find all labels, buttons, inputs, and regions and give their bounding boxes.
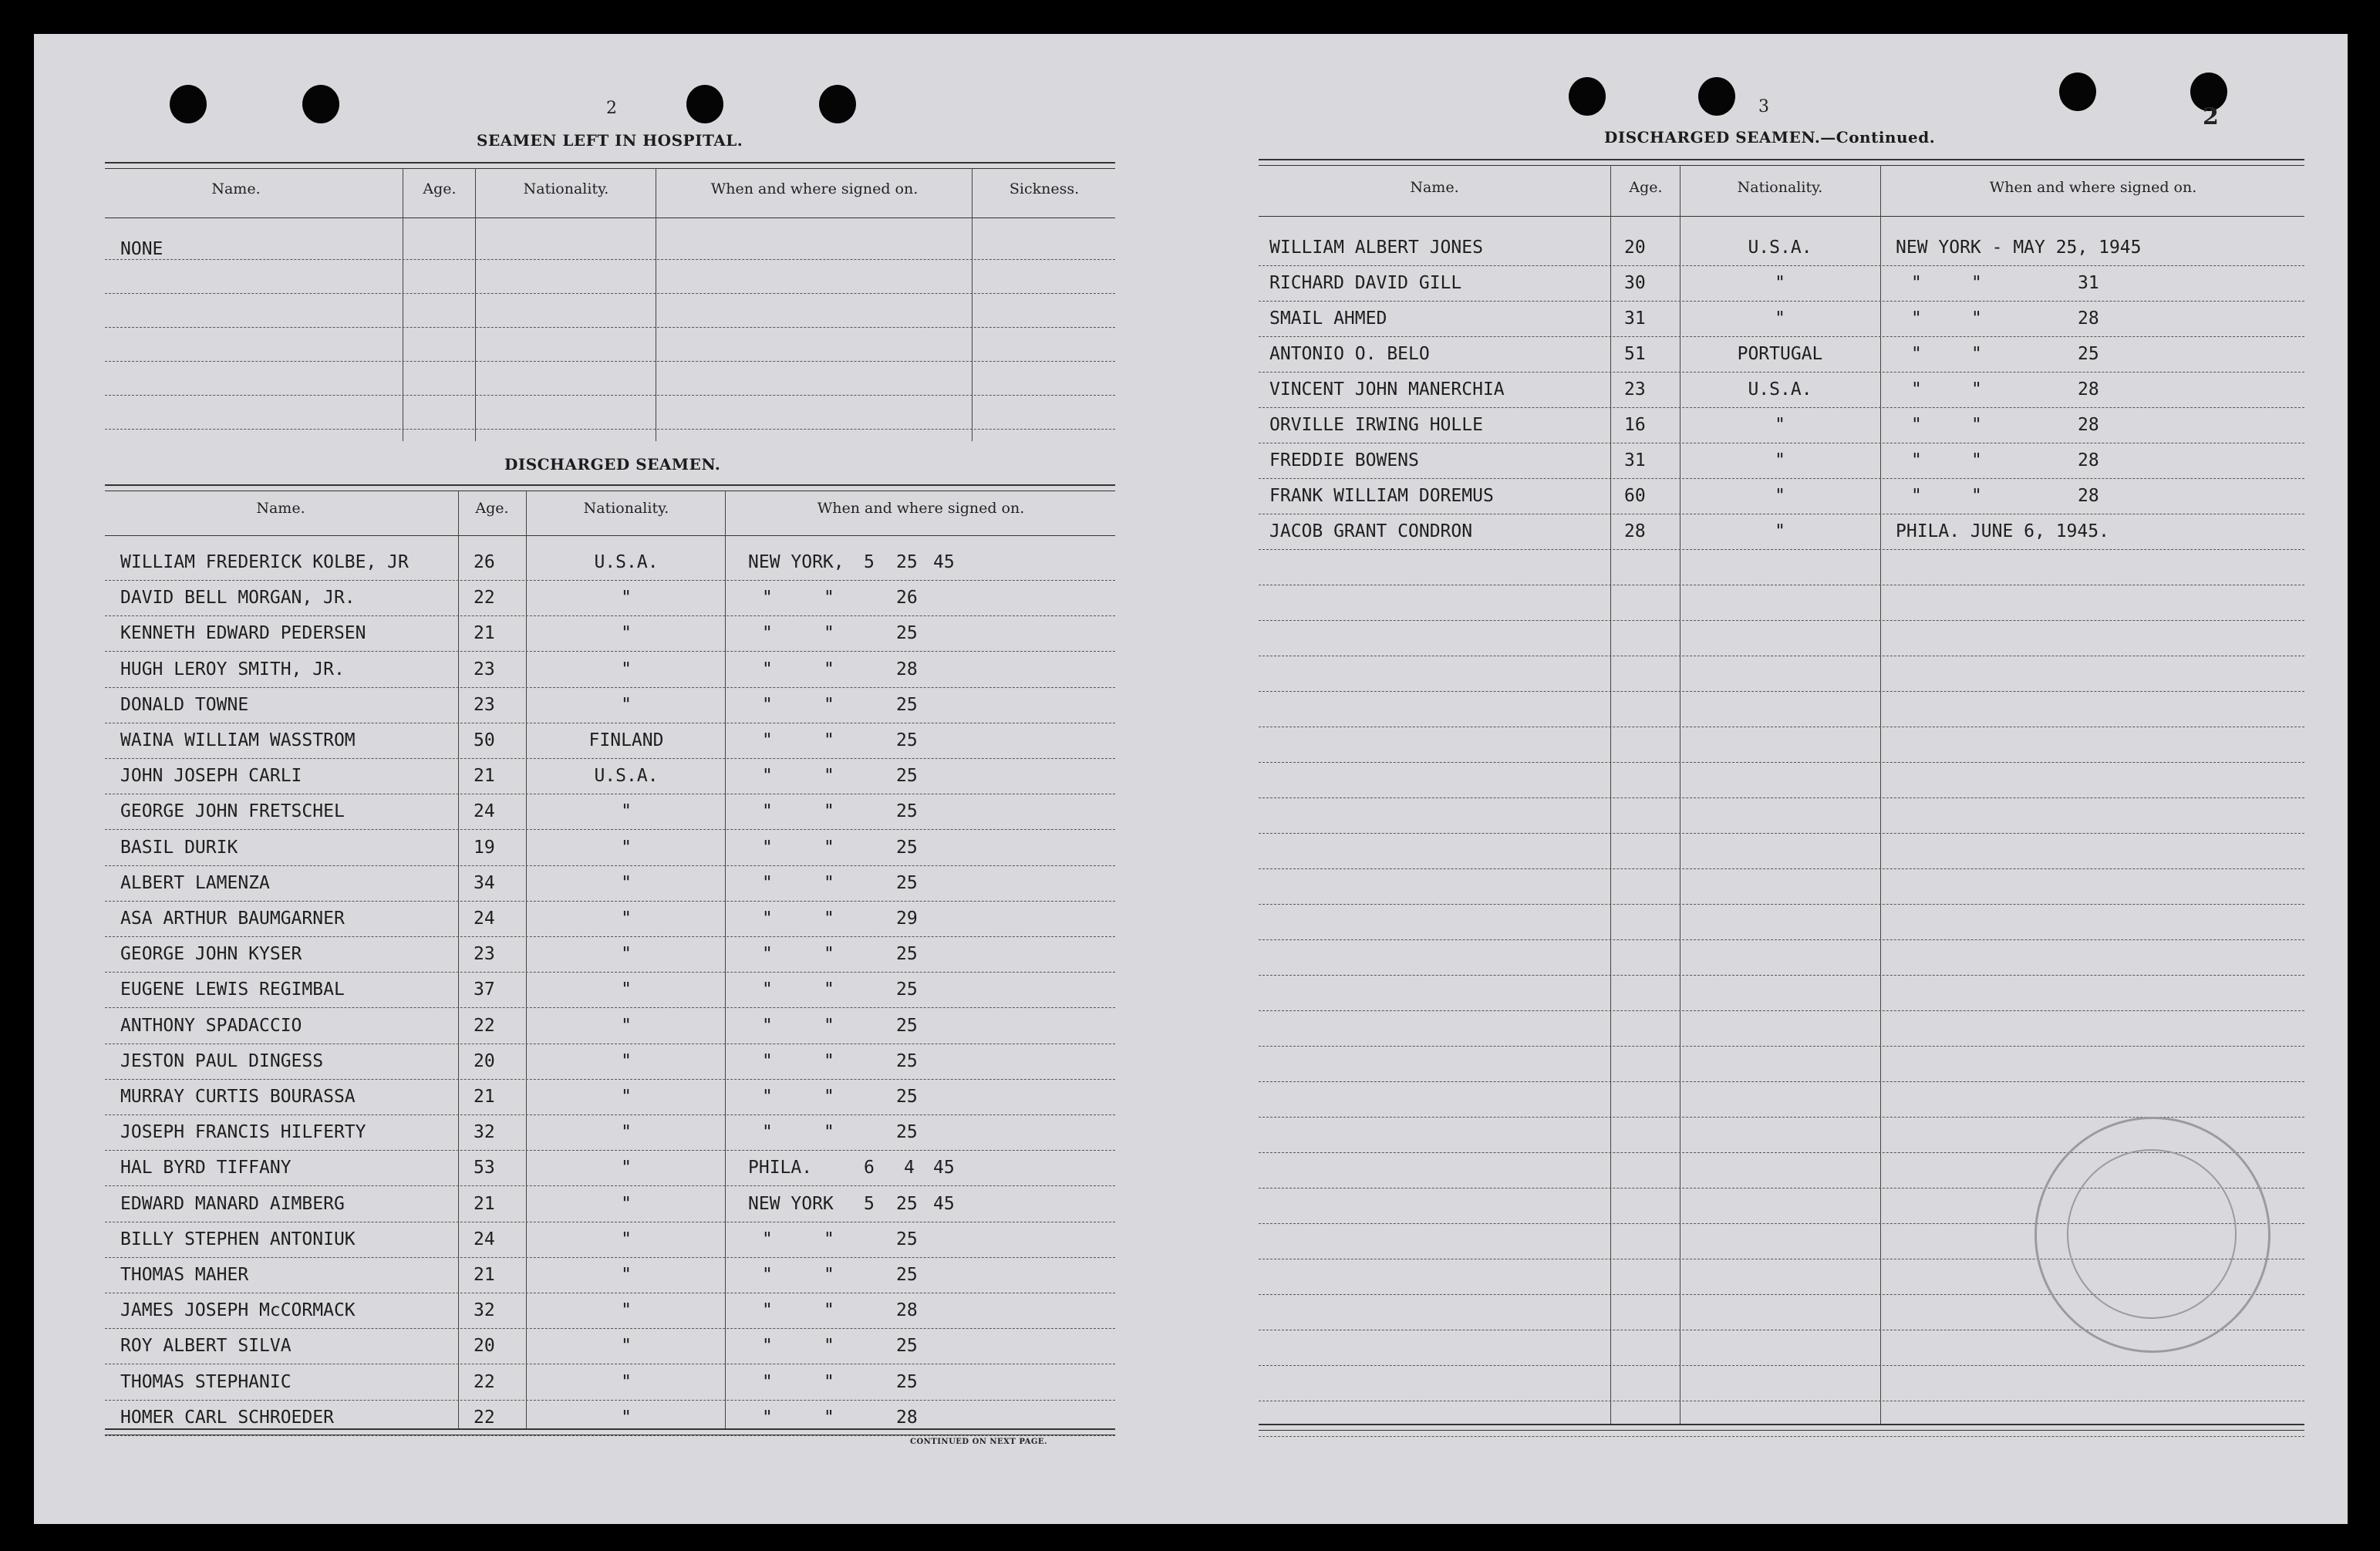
signed-year: 45 [933,1158,955,1178]
seaman-name: HUGH LEROY SMITH, JR. [120,659,345,679]
signed-place: " [762,1229,773,1249]
signed-day: 28 [896,1300,918,1321]
row-line [105,615,1115,616]
seaman-nationality: " [1775,415,1785,435]
signed-day: 25 [896,872,918,893]
row-line [105,1328,1115,1329]
seaman-age: 20 [474,1050,495,1071]
signed-day: 25 [896,766,918,787]
row-line [1259,301,2304,302]
signed-day: 25 [896,730,918,750]
seaman-name: VINCENT JOHN MANERCHIA [1269,379,1505,400]
header-rule [1259,216,2304,217]
seaman-age: 32 [474,1300,495,1321]
column-header-nationality: Nationality. [583,500,669,517]
signed-place: " [762,1407,773,1428]
seaman-age: 30 [1624,273,1646,293]
seaman-age: 53 [474,1158,495,1178]
row-line [105,865,1115,866]
row-line [105,1150,1115,1151]
seaman-age: 31 [1624,309,1646,329]
row-line [105,1079,1115,1080]
seaman-age: 24 [474,1229,495,1249]
row-line [105,901,1115,902]
signed-day: 28 [2078,379,2099,400]
row-line [105,293,1115,294]
row-line [1259,833,2304,834]
rule [105,484,1115,486]
seaman-age: 26 [474,552,495,572]
document-sheet [34,34,2348,1524]
seaman-nationality: " [621,1371,632,1392]
signed-day: 25 [2078,344,2099,364]
signed-place: " [762,1015,773,1036]
seaman-name: JOSEPH FRANCIS HILFERTY [120,1122,366,1143]
header-rule [105,217,1115,218]
seaman-name: GEORGE JOHN FRETSCHEL [120,801,345,822]
right-section-title: DISCHARGED SEAMEN.—Continued. [1604,128,1936,147]
seaman-age: 32 [474,1122,495,1143]
seaman-age: 28 [1624,521,1646,541]
signed-day: 25 [896,623,918,644]
seaman-nationality: " [621,1158,632,1178]
signed-month: " [824,979,834,1000]
row-line [105,936,1115,937]
column-divider [972,168,973,441]
signed-day: 25 [896,944,918,965]
left-page-number: 2 [606,99,617,118]
seaman-age: 22 [474,1407,495,1428]
hospital-row-name: NONE [120,239,163,259]
signed-month: 6 [864,1158,875,1178]
row-line [1259,1436,2304,1437]
signed-place: " [762,694,773,715]
seaman-name: ALBERT LAMENZA [120,872,270,893]
column-header-nationality: Nationality. [1737,179,1823,196]
signed-day: 25 [896,801,918,822]
signed-month: 5 [864,1193,875,1214]
seaman-age: 21 [474,1193,495,1214]
seaman-nationality: " [621,944,632,965]
punch-hole [170,85,207,123]
punch-hole [302,85,339,123]
seaman-nationality: " [621,837,632,858]
punch-hole [686,85,723,123]
signed-place: " [762,1122,773,1143]
column-divider [1880,165,1881,1424]
signed-day: 25 [896,1336,918,1357]
seaman-nationality: " [621,909,632,929]
column-divider [475,168,476,441]
signed-day: 25 [896,837,918,858]
seaman-nationality: " [1775,521,1785,541]
signed-month: " [824,1015,834,1036]
signed-place: NEW YORK, [748,552,844,572]
seaman-name: WILLIAM FREDERICK KOLBE, JR [120,552,409,572]
signed-place: " [1911,450,1922,470]
row-line [105,259,1115,260]
row-line [105,758,1115,759]
seaman-name: RICHARD DAVID GILL [1269,273,1462,293]
row-line [105,829,1115,830]
rule [1259,159,2304,160]
signed-place: " [762,1087,773,1107]
row-line [1259,372,2304,373]
seaman-name: GEORGE JOHN KYSER [120,944,302,965]
punch-hole [1698,77,1735,116]
signed-day: 25 [896,979,918,1000]
row-line [1259,797,2304,798]
bottom-rule [1259,1424,2304,1425]
signed-month: " [824,730,834,750]
signed-month: " [824,1265,834,1285]
seaman-nationality: FINLAND [588,730,664,750]
seaman-age: 23 [1624,379,1646,400]
seaman-nationality: " [621,1300,632,1321]
row-line [1259,1365,2304,1366]
row-line [105,687,1115,688]
seaman-name: ASA ARTHUR BAUMGARNER [120,909,345,929]
seaman-name: KENNETH EDWARD PEDERSEN [120,623,366,644]
signed-place: " [762,1371,773,1392]
bottom-rule [105,1428,1115,1430]
seaman-name: WAINA WILLIAM WASSTROM [120,730,356,750]
signed-month: " [824,694,834,715]
seaman-name: JESTON PAUL DINGESS [120,1050,324,1071]
signed-month: " [824,659,834,679]
seaman-name: THOMAS STEPHANIC [120,1371,292,1392]
signed-year: 45 [933,1193,955,1214]
seaman-nationality: PORTUGAL [1737,344,1823,364]
signed-place: " [1911,415,1922,435]
signed-month: " [824,909,834,929]
signed-day: 28 [896,1407,918,1428]
seaman-name: THOMAS MAHER [120,1265,249,1285]
row-line [105,327,1115,328]
row-line [105,1257,1115,1258]
seaman-name: ANTONIO O. BELO [1269,344,1430,364]
seaman-age: 23 [474,659,495,679]
row-line [1259,1010,2304,1011]
seaman-name: ANTHONY SPADACCIO [120,1015,302,1036]
signed-day: 29 [896,909,918,929]
signed-day: 25 [896,1087,918,1107]
row-line [105,395,1115,396]
seaman-nationality: " [621,979,632,1000]
seaman-nationality: " [1775,273,1785,293]
row-line [1259,407,2304,408]
signed-month: " [1971,379,1982,400]
seaman-nationality: " [621,694,632,715]
row-line [1259,620,2304,621]
rule [105,168,1115,169]
hospital-section-title: SEAMEN LEFT IN HOSPITAL. [477,131,743,150]
signed-month: " [824,1229,834,1249]
seaman-age: 20 [1624,238,1646,258]
signed-place: " [762,623,773,644]
signed-month: " [824,944,834,965]
signed-day: 26 [896,588,918,609]
seaman-age: 22 [474,1371,495,1392]
seaman-age: 21 [474,766,495,787]
seaman-nationality: " [621,1336,632,1357]
seaman-nationality: U.S.A. [594,552,659,572]
rule [1259,165,2304,166]
signed-day: 25 [896,1122,918,1143]
signed-place: " [762,1050,773,1071]
seaman-age: 19 [474,837,495,858]
signed-place: " [762,730,773,750]
signed-place: " [762,979,773,1000]
column-header-nationality: Nationality. [523,180,609,197]
signed-place: " [1911,486,1922,506]
seaman-age: 20 [474,1336,495,1357]
seaman-nationality: " [621,1407,632,1428]
signed-month: " [1971,450,1982,470]
signed-month: " [824,1336,834,1357]
seaman-age: 23 [474,944,495,965]
row-line [105,361,1115,362]
seaman-name: WILLIAM ALBERT JONES [1269,238,1483,258]
signed-day: 25 [896,1229,918,1249]
signed-place: " [1911,344,1922,364]
corner-mark: 2 [2203,103,2219,130]
column-header-name: Name. [1410,179,1459,196]
seaman-nationality: " [621,623,632,644]
signed-place: PHILA. [748,1158,813,1178]
seaman-nationality: " [621,1193,632,1214]
column-divider [725,491,726,1428]
signed-day: 25 [896,1265,918,1285]
column-divider [1610,165,1611,1424]
signed-day: 25 [896,1371,918,1392]
seaman-name: EUGENE LEWIS REGIMBAL [120,979,345,1000]
signed-place: " [762,944,773,965]
signed-place: " [762,1336,773,1357]
column-header-age: Age. [475,500,509,517]
signed-place: " [762,909,773,929]
signed-place: " [762,588,773,609]
seaman-nationality: U.S.A. [594,766,659,787]
signed-place: " [762,766,773,787]
discharged-section-title: DISCHARGED SEAMEN. [504,455,721,474]
signed-day: 28 [2078,486,2099,506]
signed-day: 28 [2078,415,2099,435]
seaman-nationality: " [621,801,632,822]
right-page-number: 3 [1758,97,1769,116]
row-line [1259,691,2304,692]
row-line [105,651,1115,652]
row-line [1259,265,2304,266]
seaman-age: 34 [474,872,495,893]
signed-month: " [824,872,834,893]
signed-day: 4 [904,1158,915,1178]
signed-place: PHILA. JUNE 6, 1945. [1896,521,2109,541]
row-line [1259,904,2304,905]
row-line [1259,762,2304,763]
seaman-nationality: " [621,872,632,893]
rule [105,162,1115,164]
signed-month: " [1971,415,1982,435]
signed-month: " [1971,344,1982,364]
signed-month: " [824,588,834,609]
signed-day: 25 [896,1193,918,1214]
seaman-nationality: " [621,1015,632,1036]
row-line [105,429,1115,430]
row-line [1259,939,2304,940]
seaman-name: DONALD TOWNE [120,694,249,715]
signed-day: 28 [2078,309,2099,329]
column-header-name: Name. [256,500,305,517]
punch-hole [2059,72,2096,111]
column-header-name: Name. [211,180,261,197]
column-header-whenandwheresignedon: When and where signed on. [1989,179,2197,196]
seaman-age: 21 [474,623,495,644]
signed-place: " [762,1265,773,1285]
seaman-name: JOHN JOSEPH CARLI [120,766,302,787]
signed-month: 5 [864,552,875,572]
row-line [1259,336,2304,337]
seaman-nationality: " [621,1265,632,1285]
signed-place: " [762,801,773,822]
signed-month: " [824,801,834,822]
signed-month: " [824,1371,834,1392]
signed-place: " [1911,273,1922,293]
seaman-name: JACOB GRANT CONDRON [1269,521,1473,541]
column-divider [458,491,459,1428]
row-line [105,1185,1115,1186]
signed-day: 25 [896,1015,918,1036]
seaman-age: 60 [1624,486,1646,506]
row-line [105,1400,1115,1401]
signed-place: " [1911,309,1922,329]
signed-month: " [824,623,834,644]
seaman-name: FRANK WILLIAM DOREMUS [1269,486,1494,506]
column-header-age: Age. [1629,179,1663,196]
header-rule [105,535,1115,536]
column-header-whenandwheresignedon: When and where signed on. [817,500,1025,517]
seaman-name: MURRAY CURTIS BOURASSA [120,1087,356,1107]
seaman-age: 51 [1624,344,1646,364]
seaman-nationality: " [621,1050,632,1071]
signed-month: " [824,766,834,787]
seaman-nationality: " [621,659,632,679]
seaman-name: DAVID BELL MORGAN, JR. [120,588,356,609]
signed-place: NEW YORK - MAY 25, 1945 [1896,238,2142,258]
seaman-age: 31 [1624,450,1646,470]
row-line [105,972,1115,973]
signed-place: " [762,1300,773,1321]
signed-month: " [824,1300,834,1321]
signed-month: " [1971,309,1982,329]
seaman-nationality: " [621,588,632,609]
continued-note: CONTINUED ON NEXT PAGE. [910,1438,1048,1446]
signed-month: " [1971,486,1982,506]
signed-month: " [824,1407,834,1428]
signed-month: " [824,1087,834,1107]
seaman-nationality: " [621,1122,632,1143]
seaman-age: 50 [474,730,495,750]
signed-month: " [824,837,834,858]
seaman-nationality: " [621,1229,632,1249]
signed-month: " [1971,273,1982,293]
signed-month: " [824,1050,834,1071]
row-line [105,580,1115,581]
signed-day: 28 [896,659,918,679]
seaman-age: 21 [474,1265,495,1285]
seaman-nationality: U.S.A. [1748,238,1812,258]
seaman-age: 37 [474,979,495,1000]
signed-place: " [762,659,773,679]
seaman-name: HAL BYRD TIFFANY [120,1158,292,1178]
seaman-age: 24 [474,801,495,822]
row-line [1259,975,2304,976]
row-line [1259,549,2304,550]
seaman-nationality: " [1775,450,1785,470]
signed-day: 25 [896,552,918,572]
bottom-rule [1259,1430,2304,1431]
column-header-age: Age. [423,180,457,197]
seaman-name: BASIL DURIK [120,837,238,858]
seaman-nationality: " [1775,309,1785,329]
seaman-nationality: U.S.A. [1748,379,1812,400]
signed-day: 28 [2078,450,2099,470]
signed-month: " [824,1122,834,1143]
seaman-nationality: " [621,1087,632,1107]
signed-day: 25 [896,1050,918,1071]
column-divider [526,491,527,1428]
row-line [1259,1081,2304,1082]
seaman-name: HOMER CARL SCHROEDER [120,1407,334,1428]
signed-year: 45 [933,552,955,572]
round-stamp-seal-inner [2067,1149,2237,1319]
signed-place: NEW YORK [748,1193,834,1214]
seaman-name: SMAIL AHMED [1269,309,1387,329]
row-line [105,1007,1115,1008]
signed-place: " [762,837,773,858]
seaman-name: ORVILLE IRWING HOLLE [1269,415,1483,435]
row-line [105,1114,1115,1115]
row-line [1259,478,2304,479]
seaman-name: JAMES JOSEPH McCORMACK [120,1300,356,1321]
seaman-name: ROY ALBERT SILVA [120,1336,292,1357]
row-line [1259,868,2304,869]
seaman-age: 23 [474,694,495,715]
signed-day: 31 [2078,273,2099,293]
seaman-age: 21 [474,1087,495,1107]
seaman-name: FREDDIE BOWENS [1269,450,1419,470]
signed-place: " [762,872,773,893]
signed-place: " [1911,379,1922,400]
column-header-whenandwheresignedon: When and where signed on. [710,180,919,197]
seaman-name: BILLY STEPHEN ANTONIUK [120,1229,356,1249]
column-header-sickness: Sickness. [1009,180,1080,197]
seaman-age: 16 [1624,415,1646,435]
seaman-age: 22 [474,588,495,609]
punch-hole [1569,77,1606,116]
seaman-age: 22 [474,1015,495,1036]
row-line [1259,1046,2304,1047]
seaman-age: 24 [474,909,495,929]
seaman-nationality: " [1775,486,1785,506]
seaman-name: EDWARD MANARD AIMBERG [120,1193,345,1214]
signed-day: 25 [896,694,918,715]
punch-hole [819,85,856,123]
